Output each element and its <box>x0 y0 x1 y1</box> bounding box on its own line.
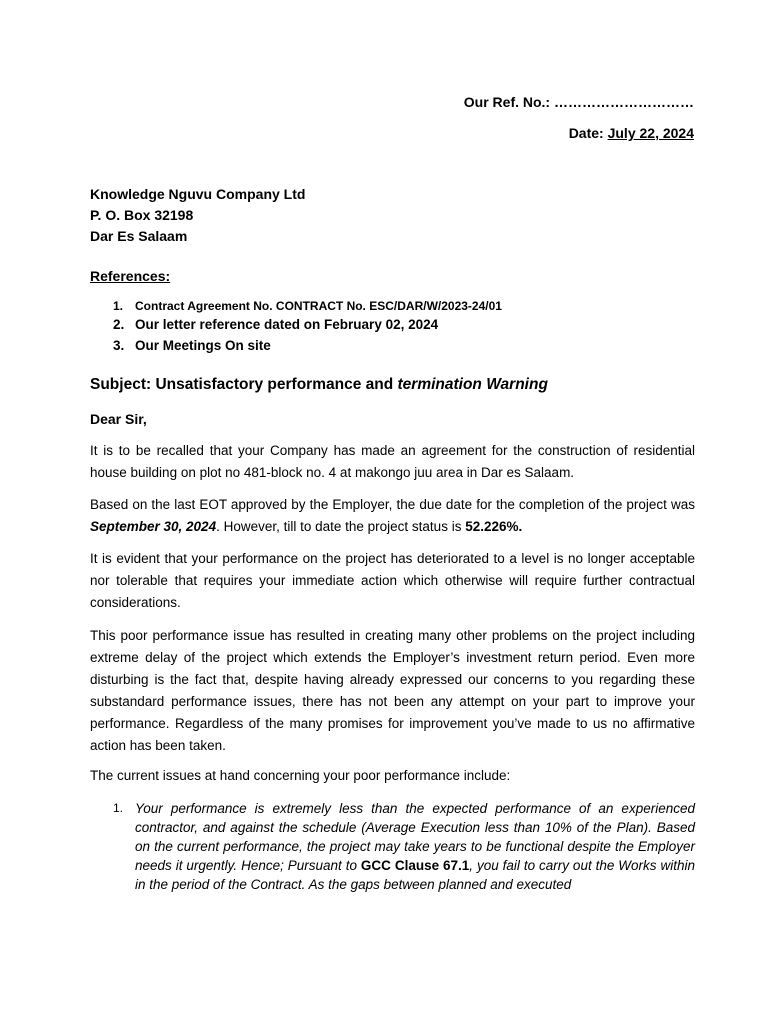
our-ref-label: Our Ref. No.: <box>463 94 551 110</box>
date-line <box>569 125 694 141</box>
paragraph-text: . However, till to date the project status is <box>216 519 466 534</box>
our-ref-line <box>464 94 694 110</box>
subject-italic: termination Warning <box>397 376 548 393</box>
paragraph-problems: This poor performance issue has resulted in creating many other problems on the project including extreme delay of the project which extends the Employer’s investment return period. Even more disturbing is the fact that, despite having already expressed our concerns to you regarding these substandard performance issues, there has not been any attempt on your part to improve your performance. Regardless of the many promises for improvement you’ve made to us no affirmative action has been taken. <box>90 628 695 753</box>
recipient-city: Dar Es Salaam <box>90 228 188 244</box>
recipient-company: Knowledge Nguvu Company Ltd <box>90 186 306 202</box>
references-heading: References: <box>90 268 171 284</box>
issue-text-part: , you fail to carry out the Works within in the period of the Contract. As the gaps between planned and executed <box>135 858 695 892</box>
recipient-po-box: P. O. Box 32198 <box>90 207 194 223</box>
paragraph-text: Based on the last EOT approved by the Employer, the due date for the completion of the project was <box>90 497 695 512</box>
reference-item <box>113 317 438 332</box>
paragraph-performance: It is evident that your performance on the project has deteriorated to a level is no longer acceptable nor tolerable that requires your immediate action which otherwise will require further contractual considerations. <box>90 551 695 610</box>
paragraph-issues-intro: The current issues at hand concerning your poor performance include: <box>90 768 511 783</box>
reference-item <box>113 338 271 353</box>
paragraph-agreement: It is to be recalled that your Company has made an agreement for the construction of residential house building on plot no 481-block no. 4 at makongo juu area in Dar es Salaam. <box>90 443 695 480</box>
issue-number: 1. <box>113 801 124 815</box>
gcc-clause: GCC Clause 67.1 <box>360 858 470 873</box>
reference-item <box>113 299 502 313</box>
issue-text-part: Your performance is extremely less than the expected performance of an experienced contractor, and against the schedule (Average Execution less than 10% of the Plan). Based on the current performance, the project may take years to be functional despite the Employer needs it urgently. Hence; Pursuant to <box>135 801 695 873</box>
reference-number: 1. <box>113 299 124 313</box>
date-value: July 22, 2024 <box>607 125 694 141</box>
salutation: Dear Sir, <box>90 411 147 427</box>
paragraph-completion-date <box>90 494 695 538</box>
project-status: 52.226%. <box>465 519 523 534</box>
subject-line <box>90 376 548 394</box>
reference-text: Our Meetings On site <box>135 338 271 353</box>
issue-list <box>113 799 695 894</box>
reference-number: 3. <box>113 338 125 353</box>
reference-number: 2. <box>113 317 125 332</box>
issue-text <box>135 799 695 894</box>
date-label: Date: <box>568 125 604 141</box>
our-ref-value: ………………………… <box>550 94 694 110</box>
reference-text: Contract Agreement No. CONTRACT No. ESC/DAR/W/2023-24/01 <box>135 299 502 313</box>
completion-date: September 30, 2024 <box>90 519 217 534</box>
reference-text: Our letter reference dated on February 02, 2024 <box>135 317 439 332</box>
subject-prefix: Subject: Unsatisfactory performance and <box>90 376 398 393</box>
